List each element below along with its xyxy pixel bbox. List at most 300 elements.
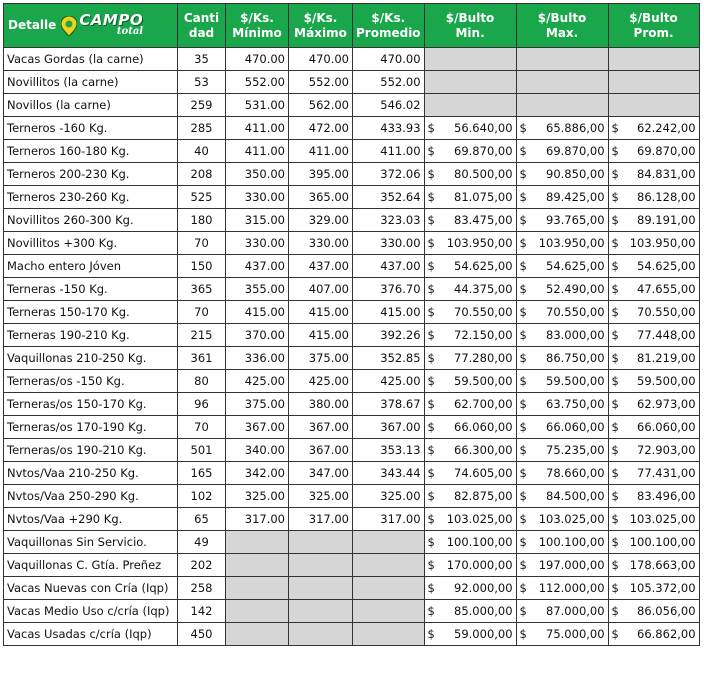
cell-min: 411.00 <box>226 117 289 140</box>
header-bulto-prom: $/Bulto Prom. <box>608 4 699 48</box>
cell-detalle: Nvtos/Vaa 210-250 Kg. <box>4 462 178 485</box>
cell-bulto-max <box>516 324 608 347</box>
table-row <box>4 462 700 485</box>
table-row <box>4 324 700 347</box>
table-row <box>4 508 700 531</box>
currency-symbol: $ <box>427 374 435 388</box>
cell-bulto-prom <box>608 71 699 94</box>
cell-cantidad: 259 <box>178 94 226 117</box>
money-value: 87.000,00 <box>546 604 605 618</box>
money-value: 59.500,00 <box>454 374 513 388</box>
cell-cantidad: 142 <box>178 600 226 623</box>
cell-cantidad: 150 <box>178 255 226 278</box>
header-max: $/Ks. Máximo <box>289 4 353 48</box>
cell-bulto-prom <box>608 485 699 508</box>
money-value: 59.000,00 <box>454 627 513 641</box>
money-value: 75.000,00 <box>546 627 605 641</box>
currency-symbol: $ <box>519 466 527 480</box>
currency-symbol: $ <box>519 305 527 319</box>
cell-bulto-min <box>424 163 516 186</box>
cell-bulto-max <box>516 186 608 209</box>
currency-symbol: $ <box>427 282 435 296</box>
money-value: 90.850,00 <box>546 167 605 181</box>
cell-prom: 325.00 <box>353 485 425 508</box>
money-value: 84.831,00 <box>637 167 696 181</box>
currency-symbol: $ <box>519 328 527 342</box>
cell-bulto-max <box>516 163 608 186</box>
cell-bulto-min <box>424 209 516 232</box>
cell-bulto-min <box>424 232 516 255</box>
cell-bulto-min <box>424 577 516 600</box>
money-value: 52.490,00 <box>546 282 605 296</box>
cell-bulto-min <box>424 347 516 370</box>
cell-bulto-prom <box>608 186 699 209</box>
table-row <box>4 48 700 71</box>
money-value: 62.700,00 <box>454 397 513 411</box>
cell-bulto-max <box>516 531 608 554</box>
currency-symbol: $ <box>519 420 527 434</box>
table-row <box>4 94 700 117</box>
currency-symbol: $ <box>611 213 619 227</box>
cell-prom: 411.00 <box>353 140 425 163</box>
currency-symbol: $ <box>611 558 619 572</box>
cell-bulto-max <box>516 439 608 462</box>
currency-symbol: $ <box>427 581 435 595</box>
cell-min <box>226 554 289 577</box>
table-row <box>4 370 700 393</box>
money-value: 89.191,00 <box>637 213 696 227</box>
cell-min: 470.00 <box>226 48 289 71</box>
currency-symbol: $ <box>611 305 619 319</box>
money-value: 59.500,00 <box>637 374 696 388</box>
cell-cantidad: 96 <box>178 393 226 416</box>
cell-cantidad: 525 <box>178 186 226 209</box>
cell-bulto-max <box>516 347 608 370</box>
currency-symbol: $ <box>519 121 527 135</box>
cell-min: 411.00 <box>226 140 289 163</box>
cell-cantidad: 49 <box>178 531 226 554</box>
money-value: 178.663,00 <box>629 558 696 572</box>
currency-symbol: $ <box>611 420 619 434</box>
cell-bulto-prom <box>608 577 699 600</box>
campo-total-logo <box>61 10 144 38</box>
cell-max: 470.00 <box>289 48 353 71</box>
cell-bulto-prom <box>608 278 699 301</box>
cell-detalle: Vacas Medio Uso c/cría (Iqp) <box>4 600 178 623</box>
cell-max: 347.00 <box>289 462 353 485</box>
money-value: 44.375,00 <box>454 282 513 296</box>
logo-campo: CAMPO <box>79 10 144 29</box>
money-value: 100.100,00 <box>538 535 605 549</box>
table-row <box>4 232 700 255</box>
cell-bulto-min <box>424 117 516 140</box>
cell-detalle: Terneras/os 190-210 Kg. <box>4 439 178 462</box>
cell-detalle: Vaquillonas 210-250 Kg. <box>4 347 178 370</box>
cell-min <box>226 600 289 623</box>
currency-symbol: $ <box>519 581 527 595</box>
cell-bulto-max <box>516 232 608 255</box>
currency-symbol: $ <box>611 535 619 549</box>
cell-bulto-max <box>516 393 608 416</box>
cell-bulto-prom <box>608 301 699 324</box>
currency-symbol: $ <box>427 466 435 480</box>
currency-symbol: $ <box>611 443 619 457</box>
money-value: 92.000,00 <box>454 581 513 595</box>
cell-cantidad: 70 <box>178 416 226 439</box>
money-value: 80.500,00 <box>454 167 513 181</box>
cell-bulto-prom <box>608 232 699 255</box>
money-value: 54.625,00 <box>454 259 513 273</box>
cell-bulto-prom <box>608 462 699 485</box>
cell-bulto-max <box>516 508 608 531</box>
cell-detalle: Novillitos 260-300 Kg. <box>4 209 178 232</box>
money-value: 105.372,00 <box>629 581 696 595</box>
money-value: 69.870,00 <box>546 144 605 158</box>
cell-bulto-max <box>516 255 608 278</box>
cell-bulto-max <box>516 301 608 324</box>
currency-symbol: $ <box>427 397 435 411</box>
cell-cantidad: 35 <box>178 48 226 71</box>
cell-bulto-prom <box>608 163 699 186</box>
money-value: 77.448,00 <box>637 328 696 342</box>
table-row <box>4 554 700 577</box>
cell-min: 315.00 <box>226 209 289 232</box>
header-bulto-max: $/Bulto Max. <box>516 4 608 48</box>
cell-cantidad: 80 <box>178 370 226 393</box>
cell-bulto-prom <box>608 393 699 416</box>
currency-symbol: $ <box>519 213 527 227</box>
money-value: 74.605,00 <box>454 466 513 480</box>
cell-prom <box>353 623 425 646</box>
cell-bulto-min <box>424 508 516 531</box>
cell-min <box>226 577 289 600</box>
currency-symbol: $ <box>519 535 527 549</box>
money-value: 197.000,00 <box>538 558 605 572</box>
cell-cantidad: 365 <box>178 278 226 301</box>
money-value: 69.870,00 <box>454 144 513 158</box>
cell-max: 415.00 <box>289 324 353 347</box>
cell-bulto-min <box>424 324 516 347</box>
cell-max: 375.00 <box>289 347 353 370</box>
cell-bulto-min <box>424 278 516 301</box>
cell-prom: 376.70 <box>353 278 425 301</box>
cell-prom: 353.13 <box>353 439 425 462</box>
table-row <box>4 531 700 554</box>
currency-symbol: $ <box>427 512 435 526</box>
cell-detalle: Terneras 190-210 Kg. <box>4 324 178 347</box>
cell-prom: 330.00 <box>353 232 425 255</box>
cell-max: 415.00 <box>289 301 353 324</box>
currency-symbol: $ <box>519 604 527 618</box>
currency-symbol: $ <box>611 627 619 641</box>
cell-bulto-min <box>424 71 516 94</box>
currency-symbol: $ <box>519 282 527 296</box>
cell-min: 531.00 <box>226 94 289 117</box>
currency-symbol: $ <box>519 397 527 411</box>
cell-bulto-prom <box>608 416 699 439</box>
money-value: 93.765,00 <box>546 213 605 227</box>
cell-max <box>289 577 353 600</box>
cell-detalle: Terneros 160-180 Kg. <box>4 140 178 163</box>
cell-bulto-max <box>516 94 608 117</box>
cell-detalle: Vacas Gordas (la carne) <box>4 48 178 71</box>
cell-bulto-prom <box>608 554 699 577</box>
cell-detalle: Terneras -150 Kg. <box>4 278 178 301</box>
cell-prom: 437.00 <box>353 255 425 278</box>
cell-detalle: Terneras/os 150-170 Kg. <box>4 393 178 416</box>
cell-prom: 415.00 <box>353 301 425 324</box>
cell-prom: 352.85 <box>353 347 425 370</box>
cell-bulto-max <box>516 600 608 623</box>
currency-symbol: $ <box>519 236 527 250</box>
money-value: 86.056,00 <box>637 604 696 618</box>
cell-bulto-max <box>516 71 608 94</box>
currency-symbol: $ <box>519 351 527 365</box>
cell-detalle: Macho entero Jóven <box>4 255 178 278</box>
cell-prom <box>353 600 425 623</box>
money-value: 66.060,00 <box>454 420 513 434</box>
currency-symbol: $ <box>427 558 435 572</box>
money-value: 81.219,00 <box>637 351 696 365</box>
money-value: 103.950,00 <box>446 236 513 250</box>
cell-bulto-min <box>424 301 516 324</box>
cell-bulto-max <box>516 577 608 600</box>
money-value: 82.875,00 <box>454 489 513 503</box>
cell-min: 336.00 <box>226 347 289 370</box>
money-value: 65.886,00 <box>546 121 605 135</box>
money-value: 54.625,00 <box>546 259 605 273</box>
money-value: 85.000,00 <box>454 604 513 618</box>
currency-symbol: $ <box>611 121 619 135</box>
money-value: 72.150,00 <box>454 328 513 342</box>
cell-prom: 392.26 <box>353 324 425 347</box>
cell-detalle: Terneras/os -150 Kg. <box>4 370 178 393</box>
currency-symbol: $ <box>611 351 619 365</box>
cell-min: 415.00 <box>226 301 289 324</box>
cell-max: 325.00 <box>289 485 353 508</box>
money-value: 103.025,00 <box>538 512 605 526</box>
cell-bulto-prom <box>608 623 699 646</box>
cell-bulto-prom <box>608 508 699 531</box>
currency-symbol: $ <box>611 236 619 250</box>
money-value: 86.750,00 <box>546 351 605 365</box>
table-row <box>4 347 700 370</box>
table-body <box>4 48 700 646</box>
price-table <box>3 3 700 646</box>
cell-min: 330.00 <box>226 232 289 255</box>
cell-max: 472.00 <box>289 117 353 140</box>
money-value: 66.300,00 <box>454 443 513 457</box>
location-pin-icon <box>61 16 77 36</box>
cell-prom: 352.64 <box>353 186 425 209</box>
cell-cantidad: 40 <box>178 140 226 163</box>
money-value: 83.475,00 <box>454 213 513 227</box>
cell-cantidad: 285 <box>178 117 226 140</box>
cell-prom: 433.93 <box>353 117 425 140</box>
currency-symbol: $ <box>427 190 435 204</box>
cell-bulto-max <box>516 462 608 485</box>
cell-min: 342.00 <box>226 462 289 485</box>
money-value: 66.862,00 <box>637 627 696 641</box>
currency-symbol: $ <box>611 282 619 296</box>
table-row <box>4 416 700 439</box>
header-detalle-label: Detalle <box>8 18 57 32</box>
table-row <box>4 209 700 232</box>
money-value: 59.500,00 <box>546 374 605 388</box>
money-value: 103.950,00 <box>538 236 605 250</box>
table-row <box>4 278 700 301</box>
cell-bulto-min <box>424 623 516 646</box>
cell-min: 370.00 <box>226 324 289 347</box>
table-row <box>4 71 700 94</box>
money-value: 103.025,00 <box>446 512 513 526</box>
cell-bulto-prom <box>608 48 699 71</box>
cell-bulto-min <box>424 416 516 439</box>
cell-prom <box>353 577 425 600</box>
cell-min: 317.00 <box>226 508 289 531</box>
currency-symbol: $ <box>519 144 527 158</box>
table-row <box>4 186 700 209</box>
currency-symbol: $ <box>427 213 435 227</box>
cell-bulto-min <box>424 531 516 554</box>
currency-symbol: $ <box>427 328 435 342</box>
cell-bulto-max <box>516 485 608 508</box>
cell-bulto-prom <box>608 439 699 462</box>
cell-max: 437.00 <box>289 255 353 278</box>
money-value: 70.550,00 <box>454 305 513 319</box>
cell-bulto-prom <box>608 324 699 347</box>
cell-prom: 378.67 <box>353 393 425 416</box>
currency-symbol: $ <box>611 167 619 181</box>
currency-symbol: $ <box>427 305 435 319</box>
currency-symbol: $ <box>519 190 527 204</box>
money-value: 62.242,00 <box>637 121 696 135</box>
cell-prom <box>353 531 425 554</box>
money-value: 69.870,00 <box>637 144 696 158</box>
cell-min: 437.00 <box>226 255 289 278</box>
cell-min <box>226 531 289 554</box>
cell-detalle: Nvtos/Vaa 250-290 Kg. <box>4 485 178 508</box>
table-row <box>4 485 700 508</box>
cell-prom: 317.00 <box>353 508 425 531</box>
currency-symbol: $ <box>519 259 527 273</box>
cell-detalle: Vaquillonas C. Gtía. Preñez <box>4 554 178 577</box>
cell-detalle: Vacas Usadas c/cría (Iqp) <box>4 623 178 646</box>
table-row <box>4 439 700 462</box>
cell-bulto-min <box>424 439 516 462</box>
cell-bulto-prom <box>608 209 699 232</box>
cell-min: 330.00 <box>226 186 289 209</box>
cell-detalle: Vacas Nuevas con Cría (Iqp) <box>4 577 178 600</box>
table-row <box>4 163 700 186</box>
cell-bulto-prom <box>608 600 699 623</box>
money-value: 83.000,00 <box>546 328 605 342</box>
currency-symbol: $ <box>611 466 619 480</box>
money-value: 72.903,00 <box>637 443 696 457</box>
cell-cantidad: 202 <box>178 554 226 577</box>
money-value: 75.235,00 <box>546 443 605 457</box>
cell-bulto-min <box>424 485 516 508</box>
cell-bulto-min <box>424 370 516 393</box>
cell-max: 407.00 <box>289 278 353 301</box>
table-row <box>4 393 700 416</box>
table-row <box>4 117 700 140</box>
table-row <box>4 301 700 324</box>
cell-prom: 323.03 <box>353 209 425 232</box>
money-value: 86.128,00 <box>637 190 696 204</box>
cell-cantidad: 361 <box>178 347 226 370</box>
money-value: 77.280,00 <box>454 351 513 365</box>
money-value: 103.025,00 <box>629 512 696 526</box>
cell-cantidad: 208 <box>178 163 226 186</box>
header-min: $/Ks. Mínimo <box>226 4 289 48</box>
cell-bulto-max <box>516 140 608 163</box>
money-value: 62.973,00 <box>637 397 696 411</box>
table-row <box>4 577 700 600</box>
currency-symbol: $ <box>519 627 527 641</box>
cell-bulto-max <box>516 48 608 71</box>
cell-bulto-max <box>516 416 608 439</box>
cell-bulto-min <box>424 140 516 163</box>
cell-bulto-max <box>516 117 608 140</box>
cell-bulto-prom <box>608 117 699 140</box>
currency-symbol: $ <box>427 604 435 618</box>
currency-symbol: $ <box>611 144 619 158</box>
money-value: 70.550,00 <box>637 305 696 319</box>
currency-symbol: $ <box>519 489 527 503</box>
cell-bulto-max <box>516 278 608 301</box>
cell-prom: 372.06 <box>353 163 425 186</box>
cell-bulto-prom <box>608 140 699 163</box>
cell-max: 330.00 <box>289 232 353 255</box>
header-bulto-min: $/Bulto Min. <box>424 4 516 48</box>
cell-detalle: Novillitos +300 Kg. <box>4 232 178 255</box>
cell-bulto-min <box>424 462 516 485</box>
header-detalle <box>4 4 178 48</box>
cell-max: 367.00 <box>289 416 353 439</box>
money-value: 66.060,00 <box>546 420 605 434</box>
cell-min: 355.00 <box>226 278 289 301</box>
money-value: 89.425,00 <box>546 190 605 204</box>
cell-bulto-prom <box>608 94 699 117</box>
table-row <box>4 140 700 163</box>
cell-max: 425.00 <box>289 370 353 393</box>
cell-bulto-max <box>516 623 608 646</box>
cell-cantidad: 180 <box>178 209 226 232</box>
money-value: 170.000,00 <box>446 558 513 572</box>
table-row <box>4 623 700 646</box>
cell-max: 367.00 <box>289 439 353 462</box>
currency-symbol: $ <box>427 420 435 434</box>
cell-prom <box>353 554 425 577</box>
cell-detalle: Terneros 230-260 Kg. <box>4 186 178 209</box>
cell-max: 411.00 <box>289 140 353 163</box>
currency-symbol: $ <box>427 627 435 641</box>
currency-symbol: $ <box>427 259 435 273</box>
cell-bulto-min <box>424 48 516 71</box>
cell-prom: 470.00 <box>353 48 425 71</box>
cell-cantidad: 70 <box>178 232 226 255</box>
cell-prom: 343.44 <box>353 462 425 485</box>
currency-symbol: $ <box>611 374 619 388</box>
cell-max: 365.00 <box>289 186 353 209</box>
currency-symbol: $ <box>427 144 435 158</box>
cell-max <box>289 554 353 577</box>
currency-symbol: $ <box>519 512 527 526</box>
currency-symbol: $ <box>611 581 619 595</box>
cell-bulto-min <box>424 94 516 117</box>
cell-cantidad: 65 <box>178 508 226 531</box>
